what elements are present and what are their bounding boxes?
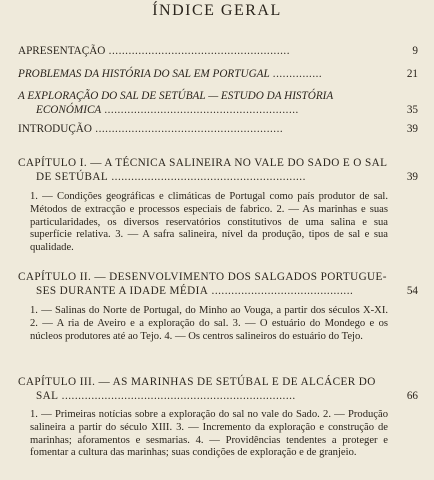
chapter-3-summary: 1. — Primeiras notícias sobre a exploração do sal no vale do Sado. 2. — Produção salineira a partir do século XIII. 3. — Incremento da exploração e construção de marinhas; aforamentos e sesmarias. 4. — Providências tendentes a proteger e fomentar a cultura das marinhas; suas condições de exploração e de granjeio. — [30, 409, 388, 459]
dot-leader: ........................................................... — [101, 104, 300, 116]
page-number: 21 — [406, 68, 418, 80]
dot-leader: ............... — [269, 68, 323, 80]
chapter-2-summary: 1. — Salinas do Norte de Portugal, do Minho ao Vouga, a partir dos séculos X-XI. 2. — A ria de Aveiro e a exploração do sal. 3. — O estuário do Mondego e os núcleos produtores até ao Tejo. 4. — Os centros salineiros do estuário do Tejo. — [30, 305, 388, 342]
entry-title-line1: A EXPLORAÇÃO DO SAL DE SETÚBAL — ESTUDO DA HISTÓRIA — [18, 90, 334, 102]
page-number: 39 — [406, 123, 418, 135]
page-number: 9 — [412, 45, 418, 57]
chapter-title-line1: CAPÍTULO III. — AS MARINHAS DE SETÚBAL E DE ALCÁCER DO — [18, 376, 376, 388]
entry-title: PROBLEMAS DA HISTÓRIA DO SAL EM PORTUGAL — [18, 68, 270, 80]
chapter-title-line2: SAL — [36, 390, 59, 402]
page-number: 39 — [406, 171, 418, 183]
toc-chapter-1 — [18, 156, 418, 184]
dot-leader: ........................................... — [208, 285, 354, 297]
chapter-title-line1: CAPÍTULO II. — DESENVOLVIMENTO DOS SALGADOS PORTUGUE- — [18, 271, 387, 283]
entry-title: INTRODUÇÃO — [18, 123, 92, 135]
toc-entry-introducao — [18, 122, 418, 136]
chapter-1-summary: 1. — Condições geográficas e climáticas de Portugal como país produtor de sal. Métodos de extracção e processos especiais de fabrico. 2. — As marinhas e suas particularidades, os diversos reservatórios constitutivos de uma salina e sua superfície relativa. 3. — A safra salineira, nível da produção, tipos de sal e sua qualidade. — [30, 191, 388, 254]
dot-leader: ....................................................... — [105, 45, 290, 57]
chapter-title-line1: CAPÍTULO I. — A TÉCNICA SALINEIRA NO VALE DO SADO E O SAL — [18, 157, 388, 169]
page-number: 54 — [406, 285, 418, 297]
toc-entry-apresentacao — [18, 44, 418, 58]
toc-chapter-2 — [18, 270, 418, 298]
toc-entry-exploracao — [18, 89, 418, 117]
dot-leader: ......................................................... — [91, 123, 284, 135]
toc-chapter-3 — [18, 375, 418, 403]
entry-title-line2: ECONÓMICA — [36, 104, 102, 116]
page-number: 35 — [406, 104, 418, 116]
dot-leader: ........................................................... — [108, 171, 306, 183]
dot-leader: ....................................................................... — [58, 390, 296, 402]
page-title: ÍNDICE GERAL — [152, 2, 282, 19]
entry-title: APRESENTAÇÃO — [18, 45, 106, 57]
chapter-title-line2: SES DURANTE A IDADE MÉDIA — [36, 285, 209, 297]
toc-entry-problemas — [18, 67, 418, 81]
chapter-title-line2: DE SETÚBAL — [36, 171, 109, 183]
page-number: 66 — [406, 390, 418, 402]
